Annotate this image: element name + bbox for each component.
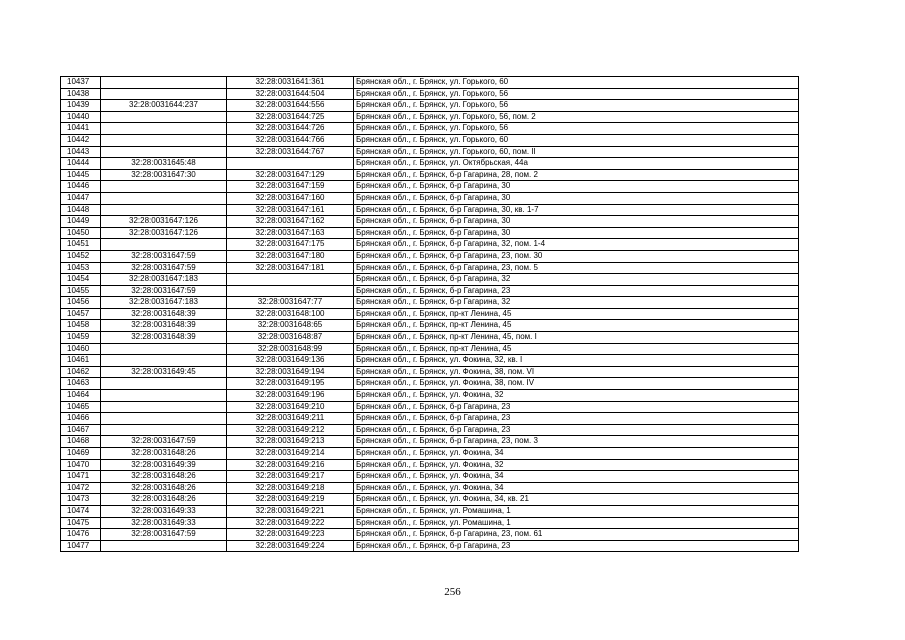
row-number-cell: 10438	[61, 88, 101, 100]
cadastral-number-cell: 32:28:0031649:136	[227, 355, 354, 367]
address-cell: Брянская обл., г. Брянск, б-р Гагарина, 30	[354, 192, 799, 204]
cadastral-number-cell: 32:28:0031649:218	[227, 482, 354, 494]
table-row	[61, 471, 799, 483]
parent-cadastral-number-cell	[101, 540, 227, 552]
cadastral-number-cell: 32:28:0031649:210	[227, 401, 354, 413]
table-row	[61, 111, 799, 123]
row-number-cell: 10439	[61, 100, 101, 112]
cadastral-number-cell: 32:28:0031649:217	[227, 471, 354, 483]
table-row	[61, 448, 799, 460]
parent-cadastral-number-cell	[101, 88, 227, 100]
table-row	[61, 529, 799, 541]
row-number-cell: 10440	[61, 111, 101, 123]
table-row	[61, 88, 799, 100]
row-number-cell: 10477	[61, 540, 101, 552]
cadastral-number-cell: 32:28:0031649:219	[227, 494, 354, 506]
table-row	[61, 204, 799, 216]
parent-cadastral-number-cell: 32:28:0031647:30	[101, 169, 227, 181]
cadastral-number-cell	[227, 285, 354, 297]
cadastral-number-cell: 32:28:0031649:221	[227, 505, 354, 517]
page-number: 256	[444, 586, 461, 598]
table-row	[61, 343, 799, 355]
table-row	[61, 320, 799, 332]
table-row	[61, 332, 799, 344]
cadastral-number-cell: 32:28:0031647:180	[227, 250, 354, 262]
address-cell: Брянская обл., г. Брянск, б-р Гагарина, 23	[354, 285, 799, 297]
registry-table-body	[61, 77, 799, 552]
table-row	[61, 227, 799, 239]
parent-cadastral-number-cell: 32:28:0031648:26	[101, 471, 227, 483]
table-row	[61, 436, 799, 448]
cadastral-number-cell: 32:28:0031648:87	[227, 332, 354, 344]
address-cell: Брянская обл., г. Брянск, ул. Горького, 60, пом. II	[354, 146, 799, 158]
row-number-cell: 10448	[61, 204, 101, 216]
address-cell: Брянская обл., г. Брянск, б-р Гагарина, 23, пом. 61	[354, 529, 799, 541]
parent-cadastral-number-cell	[101, 401, 227, 413]
cadastral-number-cell: 32:28:0031644:767	[227, 146, 354, 158]
row-number-cell: 10468	[61, 436, 101, 448]
parent-cadastral-number-cell	[101, 111, 227, 123]
address-cell: Брянская обл., г. Брянск, б-р Гагарина, 23	[354, 401, 799, 413]
row-number-cell: 10451	[61, 239, 101, 251]
address-cell: Брянская обл., г. Брянск, ул. Горького, 56	[354, 123, 799, 135]
row-number-cell: 10444	[61, 158, 101, 170]
parent-cadastral-number-cell: 32:28:0031648:39	[101, 332, 227, 344]
table-row	[61, 390, 799, 402]
address-cell: Брянская обл., г. Брянск, б-р Гагарина, 30	[354, 216, 799, 228]
parent-cadastral-number-cell: 32:28:0031647:59	[101, 262, 227, 274]
table-row	[61, 158, 799, 170]
address-cell: Брянская обл., г. Брянск, ул. Горького, 56	[354, 100, 799, 112]
row-number-cell: 10470	[61, 459, 101, 471]
row-number-cell: 10457	[61, 308, 101, 320]
parent-cadastral-number-cell: 32:28:0031649:39	[101, 459, 227, 471]
table-row	[61, 355, 799, 367]
parent-cadastral-number-cell: 32:28:0031647:126	[101, 216, 227, 228]
parent-cadastral-number-cell: 32:28:0031647:126	[101, 227, 227, 239]
address-cell: Брянская обл., г. Брянск, ул. Фокина, 32	[354, 390, 799, 402]
table-row	[61, 540, 799, 552]
cadastral-number-cell: 32:28:0031644:556	[227, 100, 354, 112]
address-cell: Брянская обл., г. Брянск, ул. Фокина, 34	[354, 471, 799, 483]
cadastral-number-cell: 32:28:0031647:77	[227, 297, 354, 309]
row-number-cell: 10454	[61, 274, 101, 286]
row-number-cell: 10473	[61, 494, 101, 506]
row-number-cell: 10469	[61, 448, 101, 460]
address-cell: Брянская обл., г. Брянск, ул. Фокина, 38, пом. VI	[354, 366, 799, 378]
table-row	[61, 494, 799, 506]
parent-cadastral-number-cell	[101, 355, 227, 367]
cadastral-number-cell	[227, 158, 354, 170]
row-number-cell: 10452	[61, 250, 101, 262]
address-cell: Брянская обл., г. Брянск, ул. Фокина, 32	[354, 459, 799, 471]
table-row	[61, 274, 799, 286]
table-row	[61, 297, 799, 309]
cadastral-number-cell	[227, 274, 354, 286]
parent-cadastral-number-cell: 32:28:0031647:59	[101, 285, 227, 297]
row-number-cell: 10455	[61, 285, 101, 297]
cadastral-number-cell: 32:28:0031649:195	[227, 378, 354, 390]
cadastral-number-cell: 32:28:0031649:211	[227, 413, 354, 425]
address-cell: Брянская обл., г. Брянск, ул. Фокина, 34, кв. 21	[354, 494, 799, 506]
table-row	[61, 100, 799, 112]
parent-cadastral-number-cell: 32:28:0031649:45	[101, 366, 227, 378]
address-cell: Брянская обл., г. Брянск, ул. Горького, 60	[354, 134, 799, 146]
table-row	[61, 181, 799, 193]
table-row	[61, 459, 799, 471]
parent-cadastral-number-cell	[101, 181, 227, 193]
address-cell: Брянская обл., г. Брянск, пр-кт Ленина, 45	[354, 320, 799, 332]
table-row	[61, 239, 799, 251]
address-cell: Брянская обл., г. Брянск, б-р Гагарина, 30	[354, 181, 799, 193]
cadastral-number-cell: 32:28:0031649:194	[227, 366, 354, 378]
parent-cadastral-number-cell	[101, 239, 227, 251]
cadastral-number-cell: 32:28:0031647:159	[227, 181, 354, 193]
row-number-cell: 10453	[61, 262, 101, 274]
cadastral-number-cell: 32:28:0031641:361	[227, 77, 354, 89]
row-number-cell: 10442	[61, 134, 101, 146]
row-number-cell: 10472	[61, 482, 101, 494]
table-row	[61, 413, 799, 425]
table-row	[61, 169, 799, 181]
row-number-cell: 10476	[61, 529, 101, 541]
parent-cadastral-number-cell	[101, 343, 227, 355]
row-number-cell: 10437	[61, 77, 101, 89]
address-cell: Брянская обл., г. Брянск, б-р Гагарина, 32	[354, 274, 799, 286]
row-number-cell: 10450	[61, 227, 101, 239]
address-cell: Брянская обл., г. Брянск, пр-кт Ленина, 45	[354, 343, 799, 355]
row-number-cell: 10459	[61, 332, 101, 344]
parent-cadastral-number-cell	[101, 413, 227, 425]
address-cell: Брянская обл., г. Брянск, ул. Горького, 56, пом. 2	[354, 111, 799, 123]
parent-cadastral-number-cell: 32:28:0031647:59	[101, 250, 227, 262]
parent-cadastral-number-cell	[101, 390, 227, 402]
row-number-cell: 10447	[61, 192, 101, 204]
row-number-cell: 10449	[61, 216, 101, 228]
parent-cadastral-number-cell: 32:28:0031649:33	[101, 517, 227, 529]
address-cell: Брянская обл., г. Брянск, ул. Октябрьская, 44а	[354, 158, 799, 170]
address-cell: Брянская обл., г. Брянск, пр-кт Ленина, 45	[354, 308, 799, 320]
address-cell: Брянская обл., г. Брянск, ул. Фокина, 34	[354, 448, 799, 460]
table-row	[61, 378, 799, 390]
cadastral-number-cell: 32:28:0031644:726	[227, 123, 354, 135]
address-cell: Брянская обл., г. Брянск, б-р Гагарина, 32	[354, 297, 799, 309]
parent-cadastral-number-cell: 32:28:0031644:237	[101, 100, 227, 112]
cadastral-number-cell: 32:28:0031649:196	[227, 390, 354, 402]
address-cell: Брянская обл., г. Брянск, ул. Ромашина, 1	[354, 505, 799, 517]
parent-cadastral-number-cell	[101, 378, 227, 390]
address-cell: Брянская обл., г. Брянск, б-р Гагарина, 32, пом. 1-4	[354, 239, 799, 251]
table-row	[61, 250, 799, 262]
table-row	[61, 482, 799, 494]
cadastral-number-cell: 32:28:0031644:504	[227, 88, 354, 100]
address-cell: Брянская обл., г. Брянск, б-р Гагарина, 30, кв. 1-7	[354, 204, 799, 216]
cadastral-number-cell: 32:28:0031649:222	[227, 517, 354, 529]
cadastral-number-cell: 32:28:0031647:160	[227, 192, 354, 204]
table-row	[61, 146, 799, 158]
address-cell: Брянская обл., г. Брянск, ул. Фокина, 32, кв. I	[354, 355, 799, 367]
cadastral-number-cell: 32:28:0031648:65	[227, 320, 354, 332]
cadastral-number-cell: 32:28:0031647:129	[227, 169, 354, 181]
cadastral-number-cell: 32:28:0031647:163	[227, 227, 354, 239]
parent-cadastral-number-cell: 32:28:0031648:39	[101, 320, 227, 332]
cadastral-number-cell: 32:28:0031644:766	[227, 134, 354, 146]
row-number-cell: 10445	[61, 169, 101, 181]
table-row	[61, 401, 799, 413]
cadastral-number-cell: 32:28:0031649:224	[227, 540, 354, 552]
cadastral-number-cell: 32:28:0031647:175	[227, 239, 354, 251]
registry-table	[60, 76, 799, 552]
row-number-cell: 10475	[61, 517, 101, 529]
table-row	[61, 123, 799, 135]
cadastral-number-cell: 32:28:0031648:100	[227, 308, 354, 320]
cadastral-number-cell: 32:28:0031649:223	[227, 529, 354, 541]
address-cell: Брянская обл., г. Брянск, б-р Гагарина, 23, пом. 5	[354, 262, 799, 274]
row-number-cell: 10465	[61, 401, 101, 413]
table-row	[61, 77, 799, 89]
cadastral-number-cell: 32:28:0031647:161	[227, 204, 354, 216]
parent-cadastral-number-cell: 32:28:0031645:48	[101, 158, 227, 170]
table-row	[61, 505, 799, 517]
parent-cadastral-number-cell	[101, 192, 227, 204]
parent-cadastral-number-cell: 32:28:0031648:26	[101, 448, 227, 460]
cadastral-number-cell: 32:28:0031649:214	[227, 448, 354, 460]
address-cell: Брянская обл., г. Брянск, ул. Ромашина, 1	[354, 517, 799, 529]
address-cell: Брянская обл., г. Брянск, ул. Горького, 60	[354, 77, 799, 89]
address-cell: Брянская обл., г. Брянск, ул. Фокина, 34	[354, 482, 799, 494]
table-row	[61, 424, 799, 436]
row-number-cell: 10460	[61, 343, 101, 355]
table-row	[61, 366, 799, 378]
table-row	[61, 517, 799, 529]
parent-cadastral-number-cell: 32:28:0031647:183	[101, 274, 227, 286]
address-cell: Брянская обл., г. Брянск, б-р Гагарина, 23	[354, 413, 799, 425]
parent-cadastral-number-cell: 32:28:0031647:183	[101, 297, 227, 309]
parent-cadastral-number-cell: 32:28:0031649:33	[101, 505, 227, 517]
parent-cadastral-number-cell	[101, 123, 227, 135]
parent-cadastral-number-cell	[101, 424, 227, 436]
row-number-cell: 10446	[61, 181, 101, 193]
parent-cadastral-number-cell: 32:28:0031648:39	[101, 308, 227, 320]
parent-cadastral-number-cell	[101, 77, 227, 89]
parent-cadastral-number-cell: 32:28:0031648:26	[101, 494, 227, 506]
address-cell: Брянская обл., г. Брянск, б-р Гагарина, 23, пом. 30	[354, 250, 799, 262]
address-cell: Брянская обл., г. Брянск, б-р Гагарина, 30	[354, 227, 799, 239]
parent-cadastral-number-cell: 32:28:0031648:26	[101, 482, 227, 494]
row-number-cell: 10458	[61, 320, 101, 332]
parent-cadastral-number-cell	[101, 134, 227, 146]
cadastral-number-cell: 32:28:0031649:213	[227, 436, 354, 448]
row-number-cell: 10461	[61, 355, 101, 367]
cadastral-number-cell: 32:28:0031644:725	[227, 111, 354, 123]
cadastral-number-cell: 32:28:0031648:99	[227, 343, 354, 355]
cadastral-number-cell: 32:28:0031647:162	[227, 216, 354, 228]
address-cell: Брянская обл., г. Брянск, б-р Гагарина, 23	[354, 540, 799, 552]
row-number-cell: 10464	[61, 390, 101, 402]
table-row	[61, 216, 799, 228]
table-row	[61, 285, 799, 297]
table-row	[61, 192, 799, 204]
table-row	[61, 308, 799, 320]
table-row	[61, 134, 799, 146]
address-cell: Брянская обл., г. Брянск, б-р Гагарина, 28, пом. 2	[354, 169, 799, 181]
address-cell: Брянская обл., г. Брянск, б-р Гагарина, 23, пом. 3	[354, 436, 799, 448]
cadastral-number-cell: 32:28:0031649:216	[227, 459, 354, 471]
address-cell: Брянская обл., г. Брянск, пр-кт Ленина, 45, пом. I	[354, 332, 799, 344]
row-number-cell: 10474	[61, 505, 101, 517]
row-number-cell: 10466	[61, 413, 101, 425]
row-number-cell: 10467	[61, 424, 101, 436]
parent-cadastral-number-cell: 32:28:0031647:59	[101, 529, 227, 541]
address-cell: Брянская обл., г. Брянск, ул. Фокина, 38, пом. IV	[354, 378, 799, 390]
row-number-cell: 10471	[61, 471, 101, 483]
table-row	[61, 262, 799, 274]
row-number-cell: 10456	[61, 297, 101, 309]
row-number-cell: 10462	[61, 366, 101, 378]
row-number-cell: 10443	[61, 146, 101, 158]
address-cell: Брянская обл., г. Брянск, б-р Гагарина, 23	[354, 424, 799, 436]
address-cell: Брянская обл., г. Брянск, ул. Горького, 56	[354, 88, 799, 100]
row-number-cell: 10441	[61, 123, 101, 135]
parent-cadastral-number-cell	[101, 204, 227, 216]
row-number-cell: 10463	[61, 378, 101, 390]
cadastral-number-cell: 32:28:0031649:212	[227, 424, 354, 436]
parent-cadastral-number-cell	[101, 146, 227, 158]
cadastral-number-cell: 32:28:0031647:181	[227, 262, 354, 274]
parent-cadastral-number-cell: 32:28:0031647:59	[101, 436, 227, 448]
